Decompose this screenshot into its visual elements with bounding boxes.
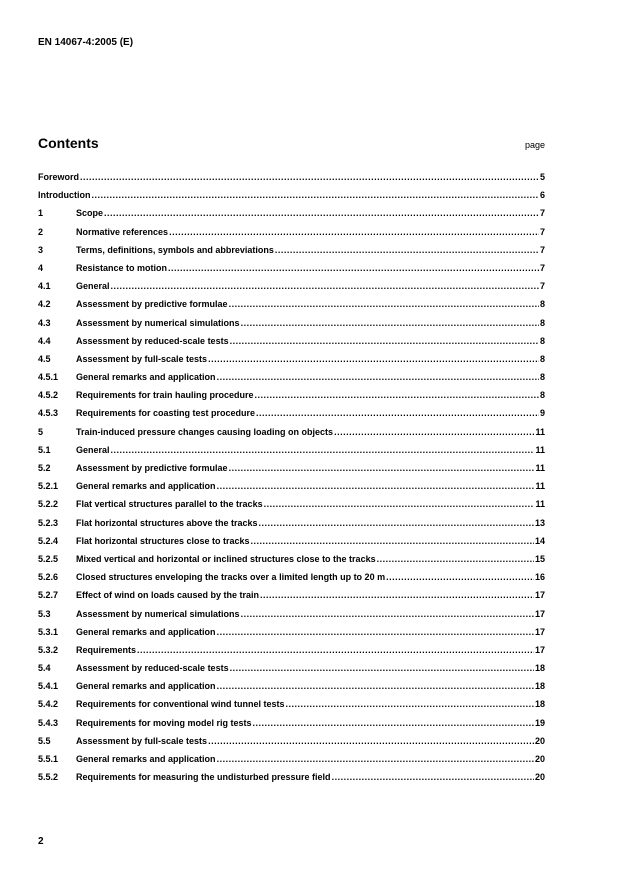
toc-entry[interactable] [38, 245, 545, 263]
toc-entry[interactable] [38, 227, 545, 245]
toc-entry[interactable] [38, 336, 545, 354]
toc-dot-leader [217, 481, 535, 491]
toc-dot-leader [286, 699, 534, 709]
toc-entry-page: 14 [534, 535, 545, 546]
toc-entry-page: 8 [539, 353, 545, 364]
toc-entry-page: 8 [539, 335, 545, 346]
toc-entry[interactable] [38, 281, 545, 299]
toc-entry[interactable] [38, 427, 545, 445]
toc-entry-title: General [76, 444, 110, 455]
toc-entry-title: Assessment by full-scale tests [76, 735, 208, 746]
toc-dot-leader [275, 245, 539, 255]
toc-entry-page: 11 [535, 444, 545, 455]
toc-entry-title: Assessment by predictive formulae [76, 463, 228, 473]
toc-entry-page: 8 [539, 390, 545, 401]
toc-entry[interactable] [38, 754, 545, 772]
toc-entry-number: 5.4 [38, 663, 51, 674]
toc-dot-leader [217, 754, 534, 764]
toc-dot-leader [217, 627, 534, 637]
toc-entry-title: Effect of wind on loads caused by the train [76, 590, 260, 601]
toc-entry-number: 5.4.3 [38, 717, 59, 728]
toc-entry-page: 13 [534, 517, 545, 528]
page-column-label: page [524, 140, 545, 150]
toc-entry-page: 11 [535, 499, 545, 510]
toc-entry[interactable] [38, 408, 545, 426]
toc-entry-number: 5.4.2 [38, 699, 59, 710]
toc-entry-number: 4.2 [38, 299, 51, 310]
toc-entry-title: Requirements for moving model rig tests [76, 717, 252, 728]
toc-entry-page: 7 [539, 262, 545, 273]
toc-dot-leader [260, 590, 534, 600]
toc-dot-leader [80, 172, 539, 182]
toc-entry-title: Requirements for coasting test procedure [76, 408, 256, 419]
toc-entry[interactable] [38, 445, 545, 463]
toc-entry-title: Flat horizontal structures above the tracks [76, 517, 258, 528]
toc-entry-title: General remarks and application [76, 481, 216, 492]
toc-entry[interactable] [38, 518, 545, 536]
toc-dot-leader [386, 572, 534, 582]
toc-entry-page: 18 [534, 681, 545, 692]
toc-entry-title: Scope [76, 208, 104, 219]
toc-entry[interactable] [38, 572, 545, 590]
toc-dot-leader [377, 554, 534, 564]
toc-entry-number: 5.2 [38, 463, 51, 473]
toc-entry-page: 8 [539, 299, 545, 310]
toc-entry-title: Assessment by predictive formulae [76, 299, 228, 310]
toc-entry[interactable] [38, 681, 545, 699]
toc-entry-number: 5.5.2 [38, 772, 59, 783]
toc-entry-title: Normative references [76, 226, 169, 237]
toc-entry-title: Flat vertical structures parallel to the tracks [76, 499, 263, 510]
toc-entry[interactable] [38, 390, 545, 408]
table-of-contents [38, 172, 545, 790]
toc-dot-leader [92, 190, 539, 200]
toc-entry[interactable] [38, 172, 545, 190]
toc-entry-page: 20 [534, 735, 545, 746]
toc-entry-title: Assessment by numerical simulations [76, 317, 240, 328]
toc-dot-leader [137, 645, 534, 655]
toc-entry-page: 7 [539, 226, 545, 237]
toc-entry-number: 4.3 [38, 317, 51, 328]
toc-entry-number: 5.5 [38, 735, 51, 746]
toc-entry-title: Train-induced pressure changes causing loading on objects [76, 426, 334, 437]
toc-entry-number: 5.2.1 [38, 481, 59, 492]
contents-title: Contents [38, 135, 99, 151]
toc-entry[interactable] [38, 554, 545, 572]
toc-entry-page: 19 [534, 717, 545, 728]
toc-dot-leader [259, 518, 534, 528]
toc-dot-leader [104, 208, 539, 218]
toc-entry-page: 11 [535, 426, 545, 437]
toc-entry-number: 4 [38, 262, 44, 273]
toc-entry-number: 4.5.3 [38, 408, 59, 419]
toc-entry-title: Flat horizontal structures close to tracks [76, 535, 250, 546]
toc-entry[interactable] [38, 499, 545, 517]
toc-entry-title: Resistance to motion [76, 262, 168, 273]
toc-dot-leader [217, 372, 539, 382]
toc-entry[interactable] [38, 536, 545, 554]
toc-entry-number: 2 [38, 226, 44, 237]
page-number: 2 [38, 836, 44, 847]
toc-entry[interactable] [38, 208, 545, 226]
toc-dot-leader [168, 263, 539, 273]
toc-entry-title: Introduction [38, 190, 91, 201]
toc-entry-title: General remarks and application [76, 754, 216, 764]
toc-entry[interactable] [38, 609, 545, 627]
toc-entry-page: 20 [534, 754, 545, 764]
toc-entry-number: 1 [38, 208, 44, 219]
toc-entry[interactable] [38, 190, 545, 208]
toc-entry-page: 15 [534, 553, 545, 564]
toc-entry-page: 17 [534, 590, 545, 601]
toc-entry-title: Requirements for measuring the undisturbed pressure field [76, 772, 331, 783]
toc-dot-leader [256, 408, 539, 418]
toc-dot-leader [253, 718, 534, 728]
toc-entry-number: 5.2.5 [38, 553, 59, 564]
toc-entry-number: 4.5.1 [38, 372, 59, 383]
toc-entry-title: General remarks and application [76, 372, 216, 383]
toc-dot-leader [241, 609, 534, 619]
toc-entry-title: Requirements for conventional wind tunnel tests [76, 699, 285, 710]
toc-entry-page: 9 [539, 408, 545, 419]
toc-dot-leader [230, 663, 534, 673]
toc-entry-title: Requirements for train hauling procedure [76, 390, 254, 401]
toc-dot-leader [332, 772, 534, 782]
toc-entry-page: 5 [539, 172, 545, 182]
toc-entry-title: Terms, definitions, symbols and abbreviations [76, 244, 274, 255]
toc-entry-title: Requirements [76, 644, 137, 655]
toc-entry[interactable] [38, 263, 545, 281]
toc-entry-number: 5 [38, 426, 44, 437]
toc-entry-page: 8 [539, 317, 545, 328]
toc-entry[interactable] [38, 481, 545, 499]
toc-entry[interactable] [38, 299, 545, 317]
toc-entry-page: 11 [535, 481, 545, 492]
toc-entry-number: 5.4.1 [38, 681, 59, 692]
toc-entry-page: 18 [534, 663, 545, 674]
toc-entry[interactable] [38, 699, 545, 717]
toc-entry-number: 5.2.6 [38, 572, 59, 583]
toc-entry[interactable] [38, 663, 545, 681]
toc-entry-number: 4.5 [38, 353, 51, 364]
toc-entry-number: 5.2.2 [38, 499, 59, 510]
toc-entry[interactable] [38, 645, 545, 663]
toc-entry[interactable] [38, 627, 545, 645]
toc-entry-page: 8 [539, 372, 545, 383]
toc-entry-number: 4.5.2 [38, 390, 59, 401]
toc-entry-page: 7 [539, 281, 545, 292]
toc-entry-number: 5.1 [38, 444, 51, 455]
document-id: EN 14067-4:2005 (E) [38, 37, 134, 48]
toc-entry-number: 5.2.3 [38, 517, 59, 528]
toc-entry-number: 5.2.4 [38, 535, 59, 546]
toc-dot-leader [169, 227, 539, 237]
toc-entry-number: 3 [38, 244, 44, 255]
toc-dot-leader [208, 736, 534, 746]
toc-entry-page: 17 [534, 626, 545, 637]
toc-entry-title: Assessment by numerical simulations [76, 608, 240, 619]
toc-entry-title: General remarks and application [76, 626, 216, 637]
toc-entry-page: 20 [534, 772, 545, 783]
toc-dot-leader [241, 318, 539, 328]
toc-entry-number: 5.5.1 [38, 754, 59, 764]
toc-dot-leader [111, 445, 535, 455]
toc-entry-page: 17 [534, 644, 545, 655]
toc-entry-title: General remarks and application [76, 681, 216, 692]
toc-entry-page: 16 [534, 572, 545, 583]
toc-entry-page: 17 [534, 608, 545, 619]
toc-entry-number: 4.1 [38, 281, 51, 292]
toc-dot-leader [230, 336, 539, 346]
toc-entry-number: 5.3 [38, 608, 51, 619]
toc-dot-leader [229, 463, 535, 473]
toc-entry-title: Closed structures enveloping the tracks over a limited length up to 20 m [76, 572, 386, 583]
toc-entry-title: Mixed vertical and horizontal or inclined structures close to the tracks [76, 553, 376, 564]
toc-entry[interactable] [38, 772, 545, 790]
toc-entry-page: 7 [539, 244, 545, 255]
toc-entry-page: 11 [535, 463, 545, 473]
toc-entry[interactable] [38, 354, 545, 372]
toc-dot-leader [229, 299, 539, 309]
toc-entry-title: Assessment by reduced-scale tests [76, 335, 229, 346]
toc-dot-leader [255, 390, 539, 400]
toc-entry-title: Assessment by reduced-scale tests [76, 663, 229, 674]
toc-dot-leader [111, 281, 539, 291]
toc-entry[interactable] [38, 718, 545, 736]
toc-entry-title: Foreword [38, 172, 80, 182]
toc-entry[interactable] [38, 463, 545, 481]
toc-dot-leader [208, 354, 539, 364]
toc-entry[interactable] [38, 372, 545, 390]
toc-entry-number: 4.4 [38, 335, 51, 346]
toc-entry-number: 5.2.7 [38, 590, 59, 601]
toc-dot-leader [251, 536, 534, 546]
toc-entry-page: 7 [539, 208, 545, 219]
toc-entry-number: 5.3.1 [38, 626, 59, 637]
toc-entry[interactable] [38, 318, 545, 336]
toc-entry[interactable] [38, 736, 545, 754]
toc-entry-page: 6 [539, 190, 545, 201]
toc-entry-number: 5.3.2 [38, 644, 59, 655]
toc-dot-leader [334, 427, 534, 437]
toc-dot-leader [264, 499, 535, 509]
toc-entry-title: General [76, 281, 110, 292]
toc-entry[interactable] [38, 590, 545, 608]
toc-dot-leader [217, 681, 534, 691]
toc-entry-title: Assessment by full-scale tests [76, 353, 208, 364]
toc-entry-page: 18 [534, 699, 545, 710]
